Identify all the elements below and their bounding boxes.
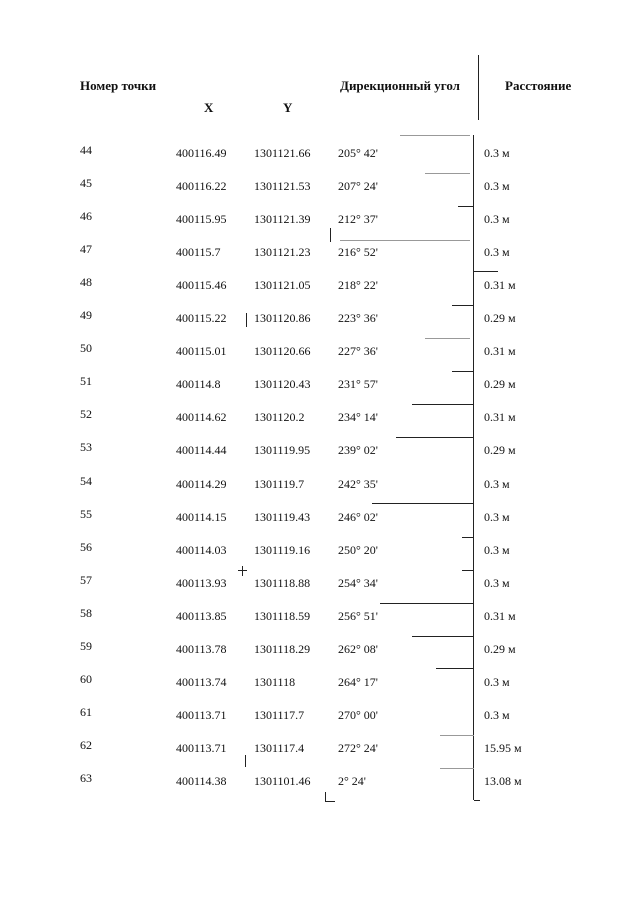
distance: 13.08 м: [484, 773, 522, 788]
y-coordinate: 1301120.2: [254, 410, 305, 425]
point-number: 58: [80, 605, 92, 620]
scan-artifact-line: [462, 570, 474, 571]
y-coordinate: 1301119.7: [254, 476, 305, 491]
distance: 0.31 м: [484, 608, 516, 623]
x-coordinate: 400113.78: [176, 641, 227, 656]
y-coordinate: 1301118.88: [254, 575, 311, 590]
column-divider-line: [473, 135, 474, 800]
header-divider-line: [478, 55, 479, 120]
distance: 0.3 м: [484, 179, 510, 194]
point-number: 46: [80, 209, 92, 224]
scan-artifact-line: [425, 338, 470, 339]
y-coordinate: 1301119.16: [254, 542, 311, 557]
direction-angle: 254° 34': [338, 575, 378, 590]
distance: 15.95 м: [484, 740, 522, 755]
x-coordinate: 400113.71: [176, 707, 227, 722]
point-number: 44: [80, 143, 92, 157]
x-coordinate: 400115.46: [176, 278, 227, 293]
point-number: 61: [80, 704, 92, 719]
scan-artifact-line: [436, 668, 474, 669]
y-coordinate: 1301117.7: [254, 707, 305, 722]
direction-angle: 231° 57': [338, 377, 378, 392]
scan-artifact-line: [340, 240, 470, 241]
x-coordinate: 400115.7: [176, 245, 221, 260]
direction-angle: 239° 02': [338, 443, 378, 458]
header-direction-angle: Дирекционный угол: [340, 78, 460, 93]
scan-artifact-line: [474, 271, 498, 272]
distance: 0.29 м: [484, 641, 516, 656]
header-distance: Расстояние: [505, 78, 572, 93]
point-number: 45: [80, 176, 92, 191]
x-coordinate: 400114.62: [176, 410, 227, 425]
scan-artifact-mark: [238, 570, 247, 571]
scan-artifact-line: [462, 537, 474, 538]
distance: 0.3 м: [484, 674, 510, 689]
direction-angle: 227° 36': [338, 344, 378, 359]
x-coordinate: 400114.15: [176, 509, 227, 524]
distance: 0.31 м: [484, 344, 516, 359]
x-coordinate: 400113.74: [176, 674, 227, 689]
direction-angle: 270° 00': [338, 707, 378, 722]
point-number: 62: [80, 737, 92, 752]
scan-artifact-mark: [242, 566, 243, 576]
point-number: 56: [80, 539, 92, 554]
y-coordinate: 1301120.66: [254, 344, 311, 359]
scan-artifact-line: [458, 206, 474, 207]
header-y: Y: [283, 100, 293, 115]
x-coordinate: 400114.8: [176, 377, 221, 392]
direction-angle: 223° 36': [338, 311, 378, 326]
direction-angle: 250° 20': [338, 542, 378, 557]
x-coordinate: 400113.85: [176, 608, 227, 623]
direction-angle: 256° 51': [338, 608, 378, 623]
y-coordinate: 1301119.95: [254, 443, 311, 458]
direction-angle: 218° 22': [338, 278, 378, 293]
direction-angle: 234° 14': [338, 410, 378, 425]
scan-artifact-mark: [245, 755, 246, 767]
x-coordinate: 400115.01: [176, 344, 227, 359]
x-coordinate: 400116.49: [176, 146, 227, 160]
y-coordinate: 1301121.53: [254, 179, 311, 194]
direction-angle: 216° 52': [338, 245, 378, 260]
distance: 0.3 м: [484, 146, 510, 160]
direction-angle: 207° 24': [338, 179, 378, 194]
scan-artifact-line: [396, 437, 474, 438]
distance: 0.3 м: [484, 509, 510, 524]
direction-angle: 2° 24': [338, 773, 366, 788]
distance: 0.3 м: [484, 575, 510, 590]
point-number: 54: [80, 473, 92, 488]
y-coordinate: 1301120.86: [254, 311, 311, 326]
distance: 0.3 м: [484, 245, 510, 260]
distance: 0.31 м: [484, 410, 516, 425]
distance: 0.3 м: [484, 542, 510, 557]
direction-angle: 242° 35': [338, 476, 378, 491]
scan-artifact-line: [412, 404, 474, 405]
distance: 0.29 м: [484, 311, 516, 326]
x-coordinate: 400114.03: [176, 542, 227, 557]
scan-artifact-mark: [246, 313, 247, 327]
x-coordinate: 400114.38: [176, 773, 227, 788]
point-number: 63: [80, 770, 92, 785]
direction-angle: 264° 17': [338, 674, 378, 689]
x-coordinate: 400115.95: [176, 212, 227, 227]
x-coordinate: 400113.71: [176, 740, 227, 755]
y-coordinate: 1301118.59: [254, 608, 311, 623]
scan-artifact-mark: [325, 801, 335, 802]
distance: 0.3 м: [484, 212, 510, 227]
scan-artifact-line: [380, 603, 474, 604]
x-coordinate: 400115.22: [176, 311, 227, 326]
point-number: 47: [80, 242, 92, 257]
y-coordinate: 1301118.29: [254, 641, 311, 656]
direction-angle: 246° 02': [338, 509, 378, 524]
scan-artifact-line: [452, 305, 474, 306]
y-coordinate: 1301121.39: [254, 212, 311, 227]
scan-artifact-line: [452, 371, 474, 372]
point-number: 48: [80, 275, 92, 290]
y-coordinate: 1301101.46: [254, 773, 311, 788]
scan-artifact-line: [412, 636, 474, 637]
distance: 0.31 м: [484, 278, 516, 293]
point-number: 50: [80, 341, 92, 356]
point-number: 57: [80, 572, 92, 587]
direction-angle: 212° 37': [338, 212, 378, 227]
scan-artifact-line: [440, 735, 474, 736]
direction-angle: 262° 08': [338, 641, 378, 656]
y-coordinate: 1301121.23: [254, 245, 311, 260]
point-number: 60: [80, 671, 92, 686]
x-coordinate: 400114.29: [176, 476, 227, 491]
point-number: 49: [80, 308, 92, 323]
y-coordinate: 1301118: [254, 674, 296, 689]
distance: 0.29 м: [484, 377, 516, 392]
point-number: 53: [80, 440, 92, 455]
distance: 0.29 м: [484, 443, 516, 458]
direction-angle: 272° 24': [338, 740, 378, 755]
scan-artifact-line: [474, 800, 480, 801]
distance: 0.3 м: [484, 707, 510, 722]
header-point-number: Номер точки: [80, 78, 157, 93]
header-x: X: [204, 100, 214, 115]
y-coordinate: 1301121.05: [254, 278, 311, 293]
point-number: 52: [80, 407, 92, 422]
distance: 0.3 м: [484, 476, 510, 491]
point-number: 55: [80, 506, 92, 521]
x-coordinate: 400113.93: [176, 575, 227, 590]
scan-artifact-line: [425, 173, 470, 174]
direction-angle: 205° 42': [338, 146, 378, 160]
point-number: 51: [80, 374, 92, 389]
y-coordinate: 1301117.4: [254, 740, 305, 755]
y-coordinate: 1301121.66: [254, 146, 311, 160]
scan-artifact-line: [440, 768, 474, 769]
scan-artifact-mark: [330, 228, 331, 242]
point-number: 59: [80, 638, 92, 653]
y-coordinate: 1301120.43: [254, 377, 311, 392]
scan-artifact-line: [400, 135, 470, 136]
y-coordinate: 1301119.43: [254, 509, 311, 524]
scan-artifact-line: [372, 503, 474, 504]
x-coordinate: 400114.44: [176, 443, 227, 458]
x-coordinate: 400116.22: [176, 179, 227, 194]
